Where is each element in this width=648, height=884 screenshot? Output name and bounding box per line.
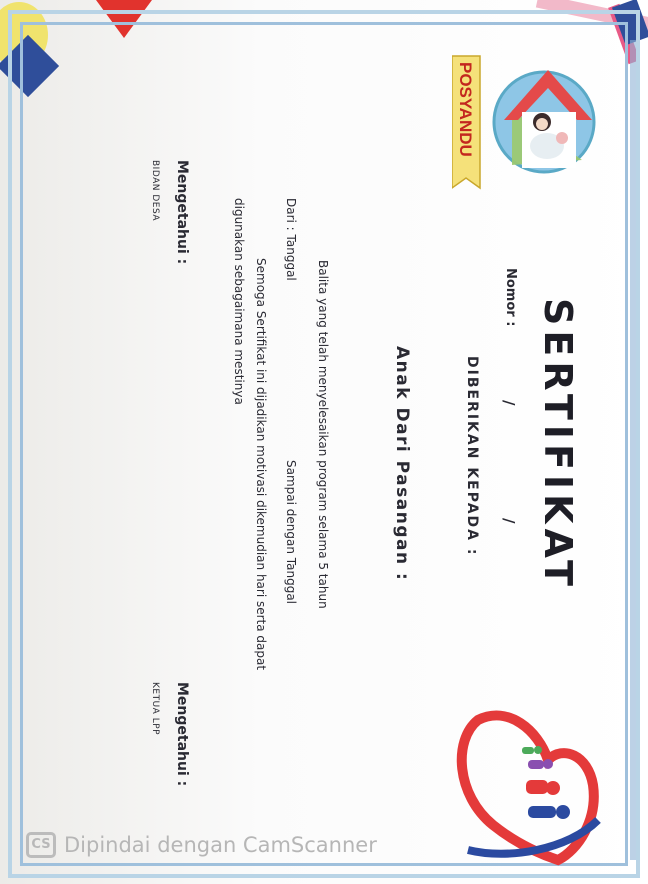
given-to-heading: DIBERIKAN KEPADA :: [464, 356, 480, 557]
closing-text-line-2: digunakan sebagaimana mestinya: [232, 198, 246, 405]
from-date-label: Dari : Tanggal: [284, 198, 298, 281]
figure-blue-body: [528, 806, 556, 818]
program-completion-text: Balita yang telah menyelesaikan program selama 5 tahun: [316, 260, 330, 609]
logo-child-head: [556, 132, 568, 144]
figure-blue-head: [556, 805, 570, 819]
child-of-heading: Anak Dari Pasangan :: [392, 346, 412, 582]
camscanner-badge-icon: CS: [26, 832, 56, 858]
closing-text-line-1: Semoga Sertifikat ini dijadikan motivasi dikemudian hari serta dapat: [254, 258, 268, 671]
nomor-label: Nomor :: [503, 268, 518, 327]
nomor-slash-2: /: [500, 518, 518, 524]
figure-purple-body: [528, 760, 544, 769]
posyandu-logo: [452, 50, 602, 200]
figure-green-head: [534, 746, 542, 754]
signature-left-label: Mengetahui :: [174, 160, 190, 265]
side-rail: [630, 40, 636, 860]
logo-mother-face: [536, 118, 548, 130]
figure-red-body: [526, 780, 548, 794]
signature-left-role: BIDAN DESA: [150, 160, 160, 222]
certificate-title: SERTIFIKAT: [536, 298, 580, 591]
family-heart-logo: [448, 700, 608, 868]
camscanner-watermark-text: Dipindai dengan CamScanner: [64, 833, 377, 857]
signature-right-role: KETUA LPP: [150, 682, 160, 736]
figure-green-body: [522, 747, 534, 754]
until-date-label: Sampai dengan Tanggal: [284, 460, 298, 604]
signature-right-label: Mengetahui :: [174, 682, 190, 787]
figure-red-head: [546, 781, 560, 795]
nomor-slash-1: /: [500, 400, 518, 406]
posyandu-text: POSYANDU: [456, 62, 475, 157]
figure-purple-head: [543, 759, 553, 769]
